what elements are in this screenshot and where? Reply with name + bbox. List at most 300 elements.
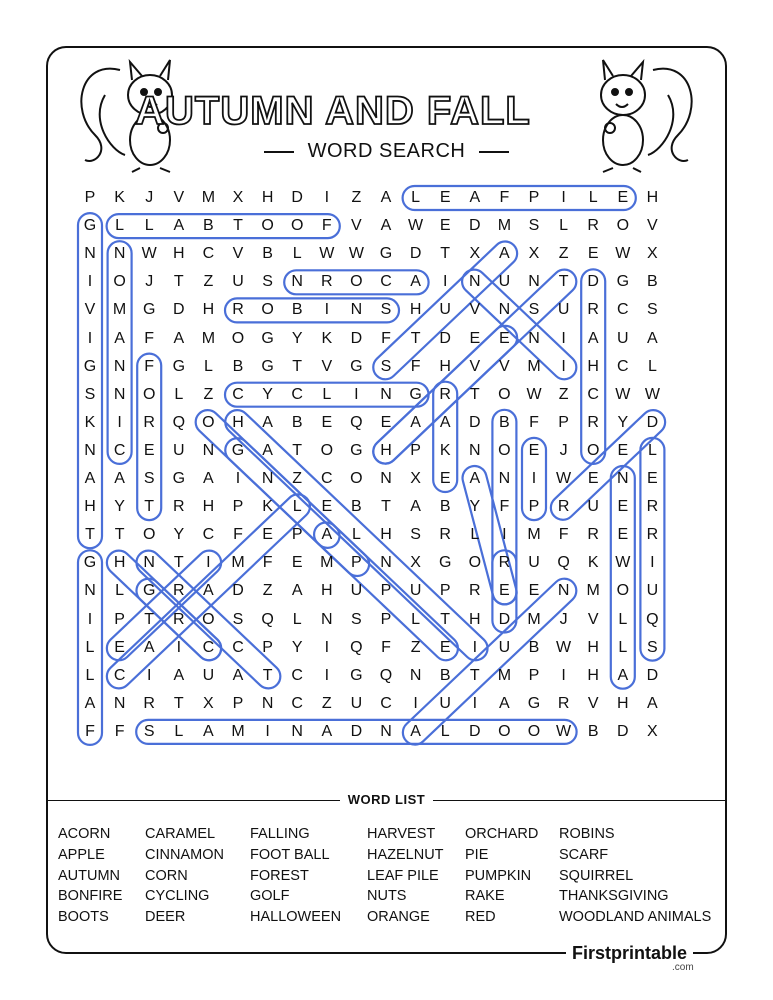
grid-letter: A (321, 526, 333, 544)
grid-letter: F (381, 638, 391, 656)
grid-letter: C (232, 385, 244, 403)
grid-letter: Z (321, 694, 332, 712)
grid-letter: L (292, 245, 302, 263)
grid-letter: I (561, 666, 566, 684)
grid-letter: J (559, 441, 568, 459)
grid-letter: E (617, 189, 629, 206)
grid-letter: A (647, 694, 658, 712)
grid-letter: Y (469, 498, 481, 516)
grid-letter: O (202, 413, 215, 431)
grid-letter: R (439, 526, 451, 544)
grid-letter: K (114, 189, 125, 206)
grid-letter: Q (557, 554, 570, 572)
grid-letter: V (469, 357, 481, 375)
grid-letter: Z (203, 385, 214, 403)
grid-letter: P (291, 526, 303, 544)
grid-letter: R (557, 694, 570, 712)
grid-letter: F (499, 498, 510, 516)
grid-letter: B (203, 217, 214, 235)
grid-letter: O (468, 554, 482, 572)
grid-letter: M (201, 189, 216, 206)
grid-letter: C (113, 666, 126, 684)
grid-letter: R (321, 273, 333, 291)
grid-letter: U (498, 273, 511, 291)
grid-letter: B (232, 357, 244, 375)
grid-letter: S (647, 638, 658, 656)
grid-letter: X (410, 554, 421, 572)
grid-letter: G (142, 582, 156, 600)
grid-letter: A (410, 498, 421, 516)
grid-letter: L (203, 357, 213, 375)
grid-letter: R (646, 526, 659, 544)
grid-letter: A (84, 694, 96, 712)
grid-letter: C (202, 245, 215, 263)
word-list-item: ACORN (58, 826, 111, 842)
grid-letter: O (527, 722, 541, 740)
grid-letter: W (348, 245, 364, 263)
grid-letter: Z (262, 582, 273, 600)
grid-letter: M (586, 582, 600, 600)
word-list-item: RAKE (465, 888, 505, 905)
grid-letter: S (351, 610, 362, 628)
word-list-item: ORANGE (367, 909, 430, 926)
grid-letter: S (410, 526, 421, 544)
grid-letter: Z (292, 470, 303, 487)
grid-letter: Q (172, 413, 186, 431)
grid-letter: P (84, 189, 96, 206)
grid-letter: X (203, 694, 214, 712)
grid-letter: Q (350, 413, 363, 431)
grid-letter: A (499, 245, 510, 263)
grid-letter: R (557, 498, 570, 516)
grid-letter: H (409, 301, 422, 319)
subtitle-rule-left (264, 151, 294, 153)
grid-letter: O (142, 385, 156, 403)
grid-letter: C (321, 470, 333, 487)
grid-letter: P (528, 498, 540, 516)
grid-letter: H (587, 638, 599, 656)
grid-letter: A (410, 722, 421, 740)
grid-letter: Z (558, 245, 569, 263)
grid-letter: O (261, 301, 274, 319)
grid-letter: A (203, 722, 214, 740)
grid-letter: L (411, 610, 421, 628)
grid-letter: G (350, 441, 363, 459)
word-list-item: FOOT BALL (250, 846, 330, 863)
grid-letter: G (172, 470, 186, 487)
grid-letter: U (439, 301, 451, 319)
grid-letter: Q (261, 610, 274, 628)
grid-letter: N (409, 666, 422, 684)
grid-letter: H (202, 498, 215, 516)
grid-letter: R (143, 694, 155, 712)
grid-letter: A (380, 217, 392, 235)
grid-letter: B (439, 666, 451, 684)
word-list-item: HAZELNUT (367, 846, 444, 863)
grid-letter: I (472, 694, 478, 712)
grid-letter: D (617, 722, 629, 740)
grid-letter: R (439, 385, 451, 403)
grid-letter: C (202, 526, 215, 544)
grid-letter: E (439, 189, 451, 206)
grid-letter: N (498, 470, 511, 487)
grid-letter: O (616, 582, 630, 600)
grid-letter: N (84, 245, 96, 263)
grid-letter: O (498, 722, 511, 740)
grid-letter: P (232, 694, 244, 712)
grid-letter: P (380, 610, 392, 628)
grid-letter: A (262, 413, 273, 431)
grid-letter: P (528, 189, 540, 206)
grid-letter: T (233, 217, 243, 235)
grid-letter: A (114, 329, 125, 347)
grid-letter: P (439, 582, 451, 600)
grid-letter: S (84, 385, 96, 403)
grid-letter: O (586, 441, 600, 459)
grid-letter: H (587, 357, 599, 375)
grid-letter: C (380, 694, 392, 712)
grid-letter: N (380, 554, 392, 572)
grid-letter: U (173, 441, 185, 459)
grid-letter: Y (617, 413, 629, 431)
grid-letter: M (112, 301, 127, 319)
word-list-item: BONFIRE (58, 888, 123, 905)
grid-letter: R (587, 413, 599, 431)
grid-letter: G (527, 694, 541, 712)
grid-letter: C (113, 441, 126, 459)
grid-letter: R (143, 413, 155, 431)
grid-letter: O (113, 273, 126, 291)
grid-letter: W (319, 245, 335, 263)
word-list-item: BOOTS (58, 909, 109, 926)
grid-letter: S (143, 722, 155, 740)
grid-letter: A (499, 694, 510, 712)
grid-letter: Y (291, 638, 303, 656)
grid-letter: K (262, 498, 273, 516)
grid-letter: B (587, 722, 599, 740)
grid-letter: X (528, 245, 540, 263)
grid-letter: N (498, 301, 511, 319)
grid-letter: U (617, 329, 629, 347)
grid-letter: L (351, 526, 361, 544)
grid-letter: O (616, 217, 630, 235)
grid-letter: E (617, 498, 629, 516)
grid-letter: L (618, 610, 628, 628)
grid-letter: U (528, 554, 540, 572)
grid-letter: A (173, 666, 185, 684)
grid-letter: L (470, 526, 480, 544)
grid-letter: N (84, 582, 96, 600)
grid-letter: P (114, 610, 125, 628)
grid-letter: L (440, 722, 450, 740)
grid-letter: F (114, 722, 125, 740)
grid-letter: T (85, 526, 95, 544)
word-list-item: WOODLAND ANIMALS (559, 909, 712, 926)
grid-letter: N (469, 441, 481, 459)
grid-letter: F (144, 357, 155, 375)
grid-letter: X (469, 245, 481, 263)
grid-letter: D (350, 329, 363, 347)
grid-letter: U (409, 582, 422, 600)
grid-letter: R (173, 610, 185, 628)
grid-letter: F (144, 329, 155, 347)
grid-letter: G (261, 357, 274, 375)
word-list-item: CYCLING (145, 888, 210, 905)
grid-letter: I (324, 638, 330, 656)
grid-letter: M (497, 217, 512, 235)
grid-letter: N (113, 694, 126, 712)
grid-letter: Y (262, 385, 273, 403)
grid-letter: I (413, 694, 418, 712)
word-list-heading-text: WORD LIST (340, 792, 433, 807)
grid-letter: F (262, 554, 273, 572)
grid-letter: I (146, 666, 152, 684)
grid-letter: H (173, 245, 185, 263)
grid-letter: Q (350, 638, 363, 656)
grid-letter: E (439, 470, 451, 487)
grid-letter: V (647, 217, 658, 235)
grid-letter: W (615, 554, 631, 572)
grid-letter: T (410, 329, 421, 347)
grid-letter: T (114, 526, 125, 544)
grid-letter: I (442, 273, 448, 291)
grid-letter: K (321, 329, 333, 347)
grid-letter: H (84, 498, 96, 516)
grid-letter: Y (291, 329, 303, 347)
grid-letter: L (411, 189, 421, 206)
grid-letter: B (291, 413, 303, 431)
title-text: AUTUMN AND FALL (135, 89, 531, 133)
grid-letter: N (350, 301, 363, 319)
grid-letter: L (85, 666, 95, 684)
grid-letter: V (173, 189, 185, 206)
grid-letter: A (469, 189, 481, 206)
grid-letter: I (561, 329, 566, 347)
grid-letter: G (142, 301, 156, 319)
grid-letter: N (291, 273, 303, 291)
grid-letter: F (233, 526, 243, 544)
grid-letter: V (499, 357, 510, 375)
grid-letter: V (232, 245, 244, 263)
grid-letter: M (497, 666, 512, 684)
grid-letter: E (321, 413, 333, 431)
grid-letter: V (84, 301, 96, 319)
grid-letter: L (174, 385, 184, 403)
word-list-item: CORN (145, 867, 188, 884)
grid-letter: P (410, 441, 421, 459)
grid-letter: P (380, 582, 392, 600)
grid-letter: W (556, 722, 572, 740)
subtitle (0, 140, 773, 163)
brand-logo: Firstprintable (566, 943, 693, 964)
grid-letter: L (144, 217, 154, 235)
grid-letter: O (320, 441, 334, 459)
grid-letter: T (469, 666, 480, 684)
grid-letter: X (410, 470, 421, 487)
grid-letter: S (528, 217, 540, 235)
grid-letter: N (113, 385, 126, 403)
grid-letter: I (324, 301, 330, 319)
grid-letter: H (617, 694, 629, 712)
grid-letter: T (144, 610, 155, 628)
grid-letter: M (231, 554, 245, 572)
grid-letter: N (380, 470, 392, 487)
grid-letter: P (528, 666, 540, 684)
grid-letter: A (617, 666, 629, 684)
grid-letter: S (528, 301, 540, 319)
word-list-item: NUTS (367, 888, 407, 905)
word-list-item: PIE (465, 846, 489, 863)
grid-letter: P (232, 498, 244, 516)
grid-letter: E (469, 329, 481, 347)
grid-letter: H (261, 189, 274, 206)
grid-letter: O (350, 273, 363, 291)
word-list-item: PUMPKIN (465, 867, 532, 884)
grid-letter: H (469, 610, 481, 628)
grid-letter: O (350, 470, 363, 487)
grid-letter: T (144, 498, 155, 516)
grid-letter: I (472, 638, 478, 656)
grid-letter: W (556, 470, 572, 487)
grid-letter: B (499, 413, 510, 431)
grid-letter: D (232, 582, 244, 600)
grid-letter: E (262, 526, 273, 544)
word-list-item: GOLF (250, 888, 290, 905)
grid-letter: G (172, 357, 186, 375)
grid-letter: D (173, 301, 185, 319)
grid-letter: E (587, 470, 599, 487)
grid-letter: N (557, 582, 570, 600)
grid-letter: N (202, 441, 215, 459)
grid-letter: I (235, 470, 241, 487)
grid-letter: O (231, 329, 245, 347)
grid-letter: I (87, 329, 93, 347)
grid-letter: P (262, 638, 273, 656)
grid-letter: N (261, 470, 274, 487)
grid-letter: T (558, 273, 569, 291)
grid-letter: E (528, 582, 540, 600)
grid-letter: U (350, 582, 363, 600)
grid-letter: H (202, 301, 215, 319)
grid-letter: A (410, 273, 421, 291)
grid-letter: A (84, 470, 96, 487)
word-list-item: THANKSGIVING (559, 888, 669, 905)
grid-letter: H (380, 526, 392, 544)
grid-letter: V (587, 694, 599, 712)
grid-letter: C (380, 273, 392, 291)
grid-letter: F (381, 329, 391, 347)
grid-letter: D (291, 189, 303, 206)
grid-letter: T (262, 666, 273, 684)
grid-letter: D (646, 413, 659, 431)
grid-letter: W (556, 638, 572, 656)
brand-domain: .com (672, 962, 694, 973)
grid-letter: H (113, 554, 126, 572)
grid-letter: Q (379, 666, 393, 684)
grid-letter: R (232, 301, 244, 319)
grid-letter: O (142, 526, 156, 544)
grid-letter: L (115, 582, 125, 600)
word-list-item: ORCHARD (465, 826, 539, 842)
grid-letter: C (291, 666, 303, 684)
grid-letter: L (588, 189, 598, 206)
grid-letter: G (438, 554, 452, 572)
grid-letter: A (469, 470, 481, 487)
grid-letter: M (320, 554, 334, 572)
grid-letter: X (647, 245, 658, 263)
grid-letter: E (499, 582, 510, 600)
grid-letter: G (616, 273, 630, 291)
grid-letter: D (469, 722, 481, 740)
grid-letter: D (350, 722, 363, 740)
grid-letter: B (528, 638, 540, 656)
grid-letter: E (617, 526, 629, 544)
grid-letter: C (291, 385, 303, 403)
grid-letter: M (527, 610, 541, 628)
grid-letter: J (145, 189, 154, 206)
grid-letter: T (292, 441, 303, 459)
grid-letter: I (87, 610, 93, 628)
grid-letter: N (84, 441, 96, 459)
grid-letter: T (173, 554, 184, 572)
grid-letter: U (350, 694, 363, 712)
grid-letter: U (202, 666, 215, 684)
grid-letter: A (380, 189, 392, 206)
grid-letter: I (265, 722, 270, 740)
grid-letter: C (617, 357, 629, 375)
grid-letter: F (85, 722, 95, 740)
grid-letter: K (587, 554, 599, 572)
grid-letter: T (440, 610, 451, 628)
grid-letter: H (380, 441, 392, 459)
grid-letter: L (174, 722, 184, 740)
grid-letter: D (409, 245, 422, 263)
grid-letter: N (469, 273, 481, 291)
grid-letter: W (644, 385, 660, 403)
grid-letter: B (262, 245, 273, 263)
grid-letter: E (114, 638, 125, 656)
grid-letter: I (502, 526, 507, 544)
grid-letter: R (646, 498, 659, 516)
grid-letter: C (587, 385, 599, 403)
grid-letter: J (145, 273, 154, 291)
grid-letter: G (261, 329, 274, 347)
grid-letter: T (381, 498, 391, 516)
grid-letter: W (526, 385, 542, 403)
grid-letter: Y (114, 498, 125, 516)
grid-letter: Z (351, 189, 362, 206)
grid-letter: U (498, 638, 511, 656)
grid-letter: M (527, 357, 541, 375)
grid-letter: O (290, 217, 304, 235)
word-list-item: ROBINS (559, 826, 615, 842)
word-list-item: HARVEST (367, 826, 436, 842)
grid-letter: O (498, 385, 511, 403)
grid-letter: A (410, 413, 421, 431)
grid-letter: S (262, 273, 273, 291)
grid-letter: H (646, 189, 659, 206)
grid-letter: C (202, 638, 215, 656)
grid-letter: P (351, 554, 362, 572)
grid-letter: I (324, 666, 330, 684)
grid-letter: A (232, 666, 244, 684)
grid-letter: G (231, 441, 245, 459)
grid-letter: T (292, 357, 303, 375)
grid-letter: R (173, 582, 185, 600)
grid-letter: S (647, 301, 658, 319)
subtitle-rule-right (479, 151, 509, 153)
grid-letter: K (84, 413, 96, 431)
